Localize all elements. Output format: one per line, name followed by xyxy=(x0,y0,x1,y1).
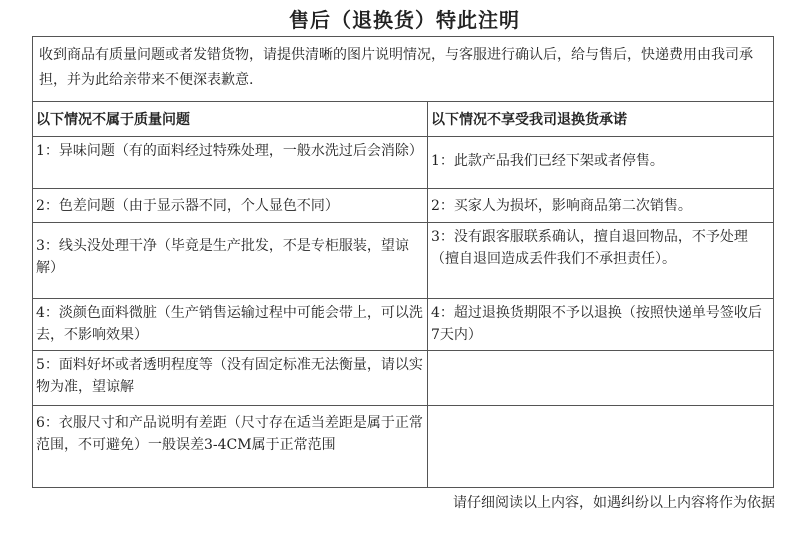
table-header-row xyxy=(33,101,773,137)
row-5-right xyxy=(428,351,773,406)
table-row xyxy=(33,188,773,223)
table-row xyxy=(33,136,773,189)
table-row xyxy=(33,350,773,406)
row-2-right: 2：买家人为损坏，影响商品第二次销售。 xyxy=(431,198,692,214)
table-row xyxy=(33,405,773,488)
row-3-left: 3：线头没处理干净（毕竟是生产批发，不是专柜服装，望谅解） xyxy=(33,223,428,299)
header-no-return-cases: 以下情况不享受我司退换货承诺 xyxy=(431,112,627,128)
intro-text: 收到商品有质量问题或者发错货物，请提供清晰的图片说明情况，与客服进行确认后，给与售后，快递费用由我司承担，并为此给亲带来不便深表歉意. xyxy=(39,47,753,88)
row-6-right xyxy=(428,406,773,488)
row-1-left: 1：异味问题（有的面料经过特殊处理，一般水洗过后会消除） xyxy=(33,137,428,189)
header-not-quality-issues: 以下情况不属于质量问题 xyxy=(33,102,428,137)
row-6-left: 6：衣服尺寸和产品说明有差距（尺寸存在适当差距是属于正常范围，不可避免）一般误差3-4CM属于正常范围 xyxy=(33,406,428,488)
row-2-left: 2：色差问题（由于显示器不同，个人显色不同） xyxy=(33,189,428,223)
table-row xyxy=(33,222,773,299)
row-4-left: 4：淡颜色面料微脏（生产销售运输过程中可能会带上，可以洗去，不影响效果） xyxy=(33,299,428,351)
policy-table xyxy=(32,36,774,488)
row-4-right: 4：超过退换货期限不予以退换（按照快递单号签收后7天内） xyxy=(431,305,762,343)
footer-note: 请仔细阅读以上内容，如遇纠纷以上内容将作为依据 xyxy=(453,495,775,511)
page-title: 售后（退换货）特此注明 xyxy=(289,8,520,32)
table-row xyxy=(33,298,773,351)
row-1-right: 1：此款产品我们已经下架或者停售。 xyxy=(431,153,664,169)
row-5-left: 5：面料好坏或者透明程度等（没有固定标准无法衡量，请以实物为准，望谅解 xyxy=(33,351,428,406)
row-3-right: 3：没有跟客服联系确认，擅自退回物品，不予处理（擅自退回造成丢件我们不承担责任）。 xyxy=(431,229,748,267)
